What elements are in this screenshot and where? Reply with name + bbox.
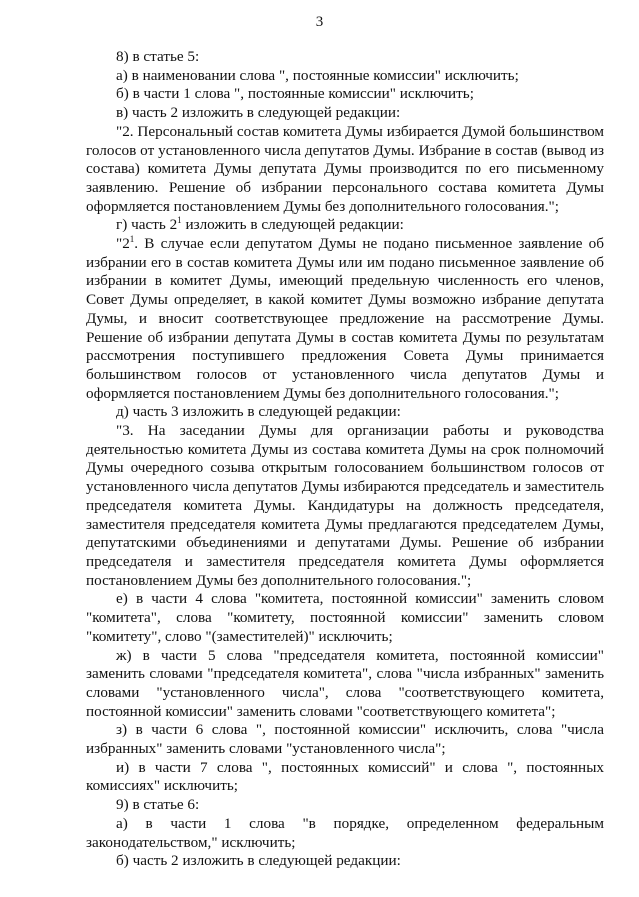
paragraph-text: е) в части 4 слова "комитета, постоянной комиссии" заменить словом "комитета", слова "комитету, постоянной комиссии" заменить словом "комитету", слово "(заместителей)" исключить; bbox=[86, 590, 604, 645]
paragraph bbox=[86, 104, 604, 123]
paragraph bbox=[86, 721, 604, 758]
paragraph bbox=[86, 759, 604, 796]
paragraph bbox=[86, 67, 604, 86]
document-body bbox=[86, 48, 604, 871]
paragraph-text: 9) в статье 6: bbox=[116, 796, 200, 814]
page-number: 3 bbox=[315, 14, 324, 30]
paragraph bbox=[86, 123, 604, 217]
paragraph bbox=[86, 852, 604, 871]
paragraph bbox=[86, 216, 604, 235]
paragraph bbox=[86, 85, 604, 104]
paragraph-text: и) в части 7 слова ", постоянных комиссий" и слова ", постоянных комиссиях" исключить; bbox=[86, 758, 604, 795]
paragraph-text: а) в части 1 слова "в порядке, определенном федеральным законодательством," исключить; bbox=[86, 814, 604, 851]
paragraph-text: д) часть 3 изложить в следующей редакции: bbox=[116, 403, 401, 421]
paragraph bbox=[86, 647, 604, 722]
paragraph-text: "2 bbox=[116, 235, 130, 253]
paragraph-text: з) в части 6 слова ", постоянной комиссии" исключить, слова "числа избранных" заменить словами "установленного числа"; bbox=[86, 721, 604, 758]
paragraph-text: "3. На заседании Думы для организации работы и руководства деятельностью комитета Думы из состава комитета Думы на срок полномочий Думы очередного созыва открытым голосованием большинством голосов от установленного числа депутатов Думы избираются председатель и заместитель председателя комитета Думы. Кандидатуры на должность председателя, заместителя председателя комитета Думы предлагаются председателем Думы, депутатскими объединениями и депутатами Думы. Решение об избрании председателя и заместителя председателя комитета Думы оформляется постановлением Думы без дополнительного голосования."; bbox=[86, 422, 604, 589]
paragraph-text-continued: . В случае если депутатом Думы не подано письменное заявление об избрании его в состав комитета Думы или им подано письменное заявление об избрании в комитет Думы, имеющий предельную численность его членов, Совет Думы определяет, в какой комитет Думы возможно избрание депутата Думы, и вносит соответствующее предложение на рассмотрение Думы. Решение об избрании депутата Думы в состав комитета Думы по результатам рассмотрения поступившего предложения Совета Думы принимается большинством голосов от установленного числа депутатов Думы и оформляется постановлением Думы без дополнительного голосования."; bbox=[86, 235, 604, 402]
superscript: 1 bbox=[129, 233, 135, 244]
paragraph bbox=[86, 235, 604, 403]
paragraph-text-continued: изложить в следующей редакции: bbox=[181, 216, 404, 234]
superscript: 1 bbox=[177, 215, 182, 226]
paragraph bbox=[86, 48, 604, 67]
paragraph-text: в) часть 2 изложить в следующей редакции: bbox=[116, 104, 401, 122]
paragraph-text: г) часть 2 bbox=[116, 216, 178, 234]
paragraph-text: б) часть 2 изложить в следующей редакции: bbox=[116, 852, 401, 870]
paragraph-text: "2. Персональный состав комитета Думы избирается Думой большинством голосов от установленного числа депутатов Думы. Избрание в состав (вывод из состава) комитета Думы депутата Думы производится по его письменному заявлению. Решение об избрании персонального состава комитета Думы оформляется постановлением Думы без дополнительного голосования."; bbox=[86, 122, 604, 215]
paragraph bbox=[86, 403, 604, 422]
paragraph-text: 8) в статье 5: bbox=[116, 48, 200, 65]
paragraph bbox=[86, 796, 604, 815]
paragraph-text: а) в наименовании слова ", постоянные комиссии" исключить; bbox=[116, 66, 519, 84]
paragraph bbox=[86, 590, 604, 646]
paragraph bbox=[86, 815, 604, 852]
paragraph bbox=[86, 422, 604, 590]
paragraph-text: б) в части 1 слова ", постоянные комиссии" исключить; bbox=[116, 85, 474, 103]
paragraph-text: ж) в части 5 слова "председателя комитета, постоянной комиссии" заменить словами "председателя комитета", слова "числа избранных" заменить словами "установленного числа", слова "соответствующего комитета, постоянной комиссии" заменить словами "соответствующего комитета"; bbox=[86, 646, 604, 720]
